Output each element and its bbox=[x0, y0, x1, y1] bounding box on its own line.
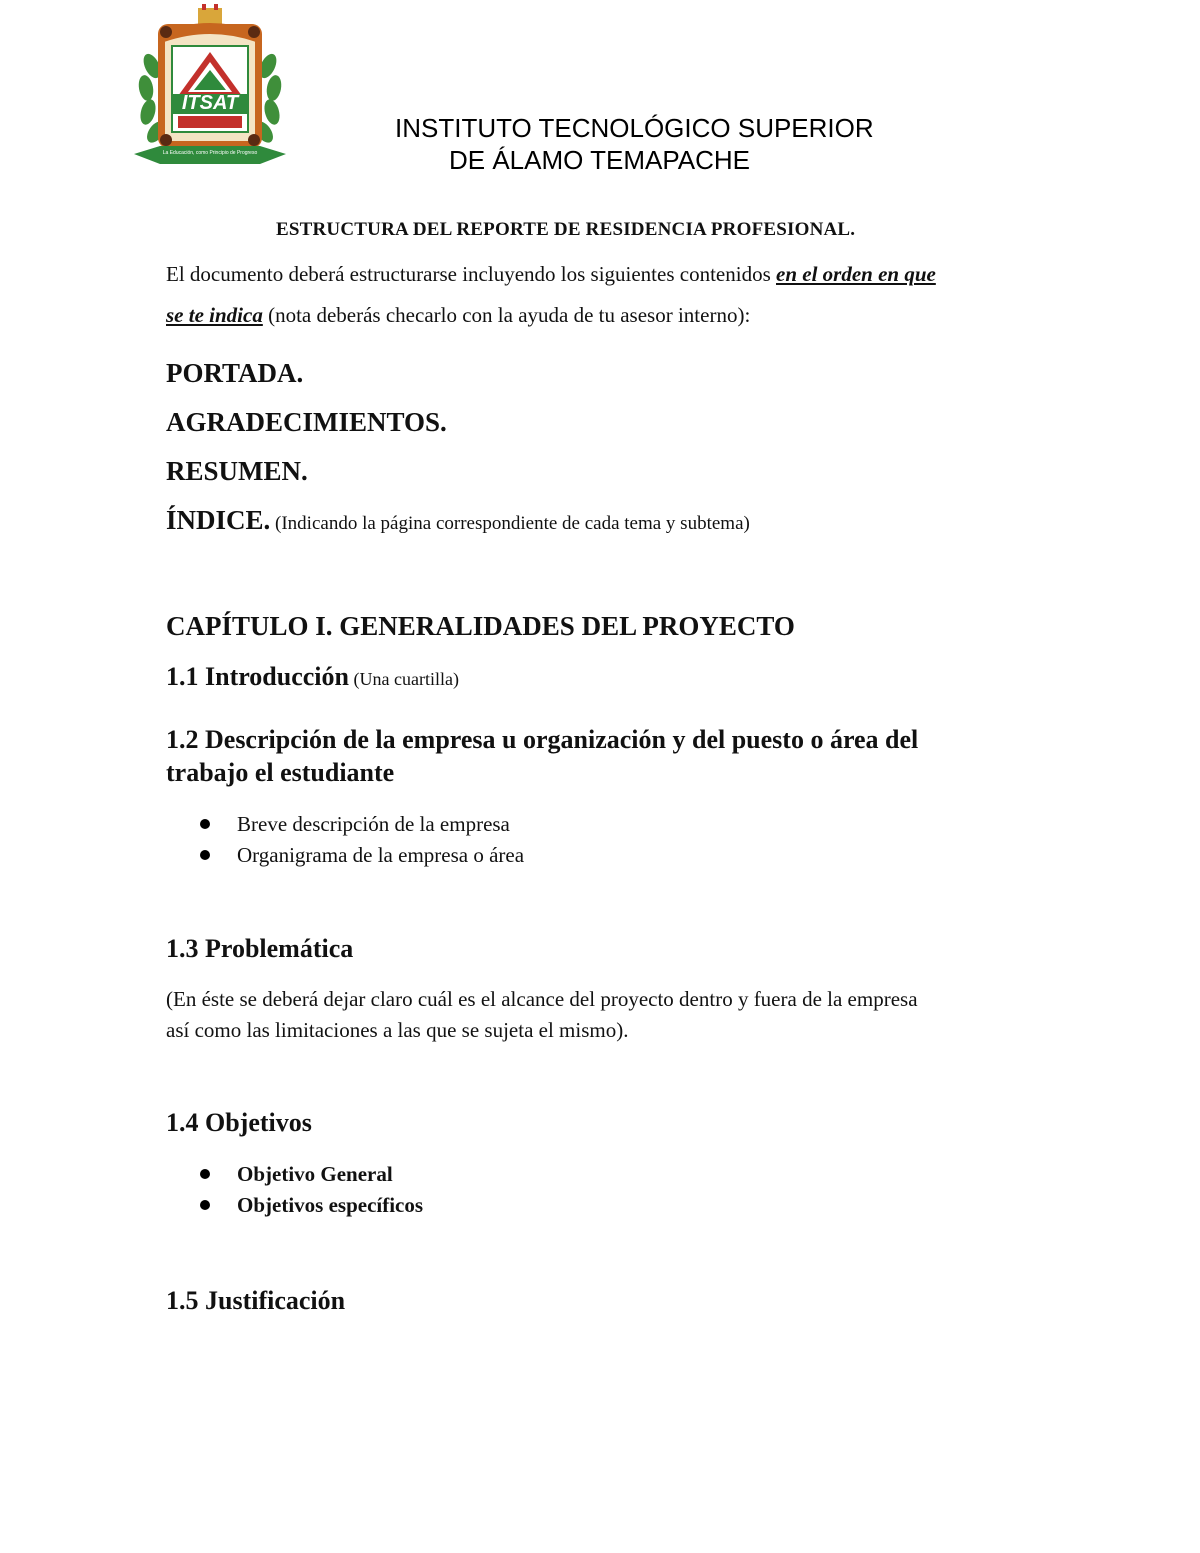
list-item-text: Objetivo General bbox=[237, 1162, 393, 1186]
list-item-text: Objetivos específicos bbox=[237, 1193, 424, 1217]
subsection-1-2-title-line2: trabajo el estudiante bbox=[166, 758, 395, 787]
logo-acronym: ITSAT bbox=[181, 92, 239, 114]
document-title: ESTRUCTURA DEL REPORTE DE RESIDENCIA PROFESIONAL. bbox=[276, 219, 856, 240]
bullet-icon bbox=[200, 1169, 210, 1179]
intro-text-2: (nota deberás checarlo con la ayuda de tu asesor interno): bbox=[262, 303, 751, 327]
subsection-1-2-bullets bbox=[200, 809, 524, 871]
subsection-1-3-title: 1.3 Problemática bbox=[166, 934, 354, 963]
section-indice bbox=[166, 505, 750, 536]
institution-name-line2: DE ÁLAMO TEMAPACHE bbox=[449, 145, 750, 175]
subsection-1-1 bbox=[166, 662, 459, 692]
institution-logo bbox=[130, 4, 290, 172]
list-item-text: Organigrama de la empresa o área bbox=[237, 843, 525, 867]
intro-emphasis-2: se te indica bbox=[166, 303, 263, 327]
subsection-1-2-title-line1: 1.2 Descripción de la empresa u organización y del puesto o área del bbox=[166, 725, 919, 754]
section-resumen: RESUMEN. bbox=[166, 456, 308, 486]
section-indice-title: ÍNDICE. bbox=[166, 505, 271, 535]
intro-line-1 bbox=[166, 253, 936, 295]
subsection-1-4-title: 1.4 Objetivos bbox=[166, 1108, 312, 1137]
section-agradecimientos: AGRADECIMIENTOS. bbox=[166, 407, 447, 437]
list-item bbox=[200, 1190, 423, 1221]
list-item bbox=[200, 809, 524, 840]
subsection-1-5-title: 1.5 Justificación bbox=[166, 1286, 346, 1315]
institution-name-line1: INSTITUTO TECNOLÓGICO SUPERIOR bbox=[395, 113, 874, 143]
intro-line-2 bbox=[166, 294, 750, 336]
section-portada: PORTADA. bbox=[166, 358, 304, 388]
list-item bbox=[200, 1159, 423, 1190]
section-indice-note: (Indicando la página correspondiente de cada tema y subtema) bbox=[270, 513, 750, 534]
subsection-1-3-paragraph-line2: así como las limitaciones a las que se sujeta el mismo). bbox=[166, 1018, 629, 1042]
list-item-text: Breve descripción de la empresa bbox=[237, 812, 510, 836]
intro-emphasis-1: en el orden en que bbox=[776, 262, 936, 286]
logo-motto: La Educación, como Principio de Progreso bbox=[162, 150, 258, 156]
bullet-icon bbox=[200, 1200, 210, 1210]
subsection-1-3-paragraph-line1: (En éste se deberá dejar claro cuál es el alcance del proyecto dentro y fuera de la empresa bbox=[166, 987, 918, 1011]
list-item bbox=[200, 840, 524, 871]
bullet-icon bbox=[200, 819, 210, 829]
intro-text-1: El documento deberá estructurarse incluyendo los siguientes contenidos bbox=[166, 262, 776, 286]
bullet-icon bbox=[200, 850, 210, 860]
chapter-1-title: CAPÍTULO I. GENERALIDADES DEL PROYECTO bbox=[166, 611, 795, 641]
subsection-1-4-bullets bbox=[200, 1159, 423, 1221]
subsection-1-1-title: 1.1 Introducción bbox=[166, 662, 349, 691]
subsection-1-1-note: (Una cuartilla) bbox=[349, 669, 459, 689]
